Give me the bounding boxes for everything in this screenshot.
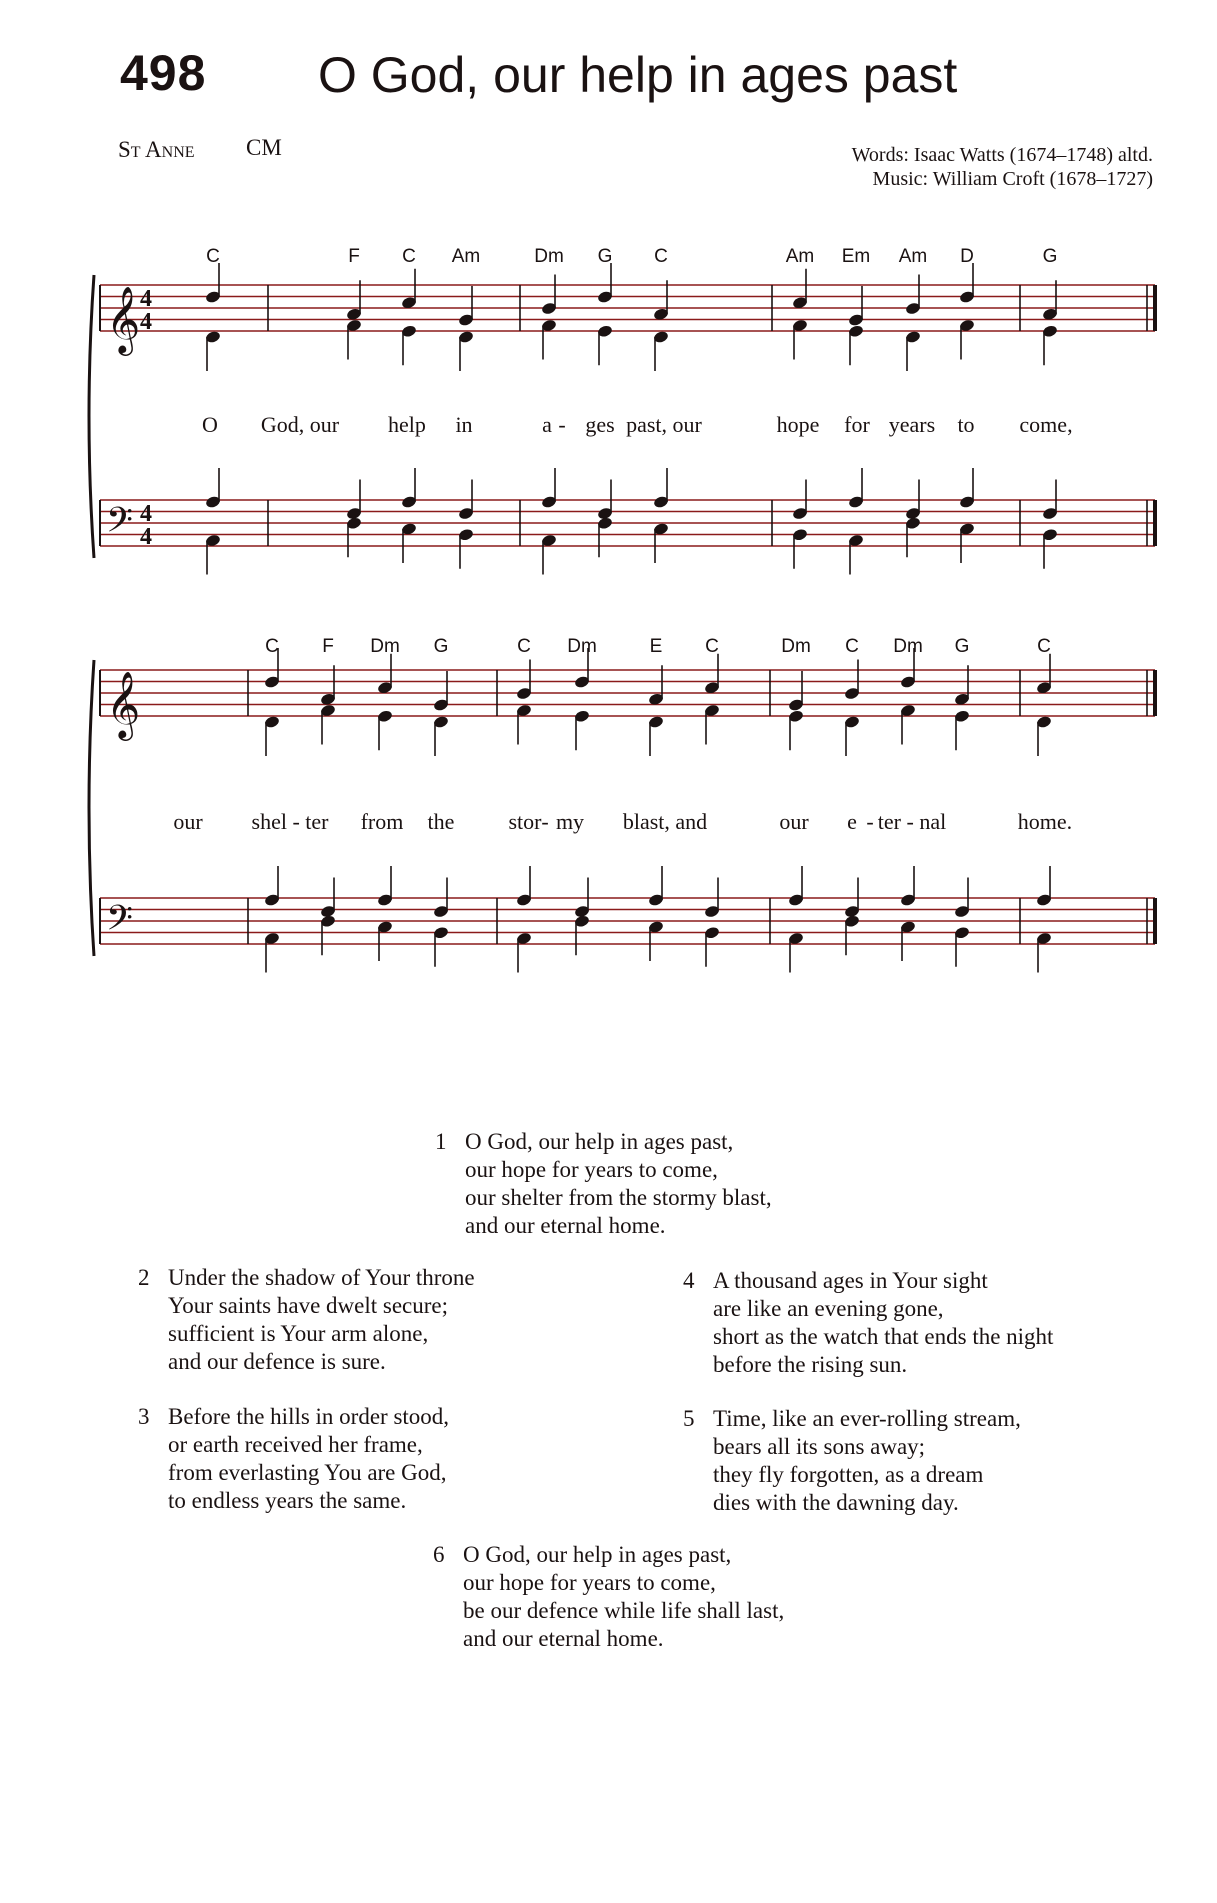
lyric-syllable: O — [202, 412, 218, 437]
time-signature: 4 — [140, 524, 152, 550]
lyric-syllable: years — [888, 412, 936, 437]
verse-line: and our eternal home. — [463, 1626, 664, 1651]
verse-line: and our eternal home. — [465, 1213, 666, 1238]
verse-1 — [435, 1128, 772, 1240]
lyric-syllable: help — [388, 412, 426, 437]
hymn-number: 498 — [120, 45, 207, 101]
verse-line: our hope for years to come, — [465, 1157, 718, 1182]
lyric-syllable: God, our — [260, 412, 340, 437]
lyric-syllable: home. — [1017, 809, 1073, 834]
verse-line: Your saints have dwelt secure; — [168, 1293, 448, 1318]
lyric-syllable: from — [360, 809, 404, 834]
verse-line: dies with the dawning day. — [713, 1490, 959, 1515]
verse-line: sufficient is Your arm alone, — [168, 1321, 429, 1346]
lyric-syllable: our — [779, 809, 809, 834]
lyric-syllable: stor — [508, 809, 542, 834]
verse-number: 1 — [435, 1129, 447, 1154]
chord-symbol: D — [960, 246, 974, 267]
lyric-syllable: e — [847, 809, 857, 834]
bass-clef-icon: 𝄢 — [106, 499, 134, 549]
chord-symbol: C — [705, 636, 719, 657]
chord-symbol: E — [649, 636, 663, 657]
music-credit: Music: William Croft (1678–1727) — [872, 168, 1153, 190]
chord-symbol: C — [402, 246, 416, 267]
chord-symbol: Am — [785, 246, 815, 267]
meter: CM — [246, 135, 282, 160]
lyric-syllable: past, our — [626, 412, 702, 437]
bass-clef-icon: 𝄢 — [106, 897, 134, 947]
chord-symbol: C — [206, 246, 220, 267]
chord-symbol: F — [348, 246, 360, 267]
words-credit: Words: Isaac Watts (1674–1748) altd. — [851, 144, 1153, 166]
chord-symbol: Dm — [370, 636, 400, 657]
chord-symbol: Am — [451, 246, 481, 267]
lyric-syllable: to — [957, 412, 975, 437]
system-brace — [89, 275, 94, 558]
chord-symbol: G — [433, 636, 449, 657]
chord-symbol: F — [322, 636, 334, 657]
chord-symbol: C — [517, 636, 531, 657]
chord-symbol: Am — [898, 246, 928, 267]
verse-number: 4 — [683, 1268, 695, 1293]
chord-symbol: Em — [841, 246, 871, 267]
hymn-title: O God, our help in ages past — [318, 47, 958, 103]
verse-4 — [683, 1267, 1054, 1379]
verse-number: 6 — [433, 1542, 445, 1567]
lyric-syllable: blast, and — [622, 809, 708, 834]
lyric-syllable: hope — [776, 412, 820, 437]
verse-line: Before the hills in order stood, — [168, 1404, 450, 1429]
time-signature: 4 — [140, 286, 152, 312]
verse-6 — [433, 1541, 785, 1653]
chord-symbol: C — [1037, 636, 1051, 657]
verse-line: they fly forgotten, as a dream — [713, 1462, 984, 1487]
lyric-syllable: in — [455, 412, 473, 437]
chord-symbol: C — [265, 636, 279, 657]
verse-line: to endless years the same. — [168, 1488, 407, 1513]
lyric-syllable: - — [558, 412, 566, 437]
lyric-syllable: - — [866, 809, 874, 834]
chord-symbol: G — [597, 246, 613, 267]
verse-line: Under the shadow of Your throne — [168, 1265, 475, 1290]
verse-line: bears all its sons away; — [713, 1434, 926, 1459]
chord-symbol: C — [845, 636, 859, 657]
lyric-syllable: a — [542, 412, 552, 437]
chord-symbol: G — [954, 636, 970, 657]
lyric-syllable: shel - ter — [251, 809, 329, 834]
lyric-syllable: my — [555, 809, 585, 834]
verse-line: O God, our help in ages past, — [465, 1129, 734, 1154]
lyric-syllable: ter - nal — [877, 809, 947, 834]
verse-line: are like an evening gone, — [713, 1296, 944, 1321]
system-brace — [89, 660, 94, 956]
lyric-syllable: our — [173, 809, 203, 834]
lyric-syllable: for — [844, 412, 870, 437]
verse-line: and our defence is sure. — [168, 1349, 386, 1374]
verse-line: our shelter from the stormy blast, — [465, 1185, 772, 1210]
time-signature: 4 — [140, 501, 152, 527]
tune-name: St Anne — [118, 137, 195, 162]
verse-line: our hope for years to come, — [463, 1570, 716, 1595]
chord-symbol: Dm — [567, 636, 597, 657]
verse-line: O God, our help in ages past, — [463, 1542, 732, 1567]
verse-line: be our defence while life shall last, — [463, 1598, 785, 1623]
verse-2 — [138, 1264, 475, 1376]
lyric-syllable: - — [541, 809, 549, 834]
chord-symbol: G — [1042, 246, 1058, 267]
lyric-syllable: the — [427, 809, 455, 834]
verse-3 — [138, 1403, 450, 1515]
lyric-syllable: come, — [1019, 412, 1073, 437]
treble-clef-icon: 𝄞 — [106, 285, 141, 353]
verse-number: 3 — [138, 1404, 150, 1429]
verse-number: 2 — [138, 1265, 150, 1290]
verse-line: before the rising sun. — [713, 1352, 908, 1377]
verse-number: 5 — [683, 1406, 695, 1431]
chord-symbol: C — [654, 246, 668, 267]
verse-line: short as the watch that ends the night — [713, 1324, 1054, 1349]
chord-symbol: Dm — [534, 246, 564, 267]
chord-symbol: Dm — [893, 636, 923, 657]
verse-line: A thousand ages in Your sight — [713, 1268, 988, 1293]
lyric-syllable: ges — [585, 412, 615, 437]
verse-line: or earth received her frame, — [168, 1432, 423, 1457]
verse-line: from everlasting You are God, — [168, 1460, 447, 1485]
time-signature: 4 — [140, 309, 152, 335]
verse-line: Time, like an ever-rolling stream, — [713, 1406, 1021, 1431]
verse-5 — [683, 1405, 1021, 1517]
treble-clef-icon: 𝄞 — [106, 670, 141, 738]
chord-symbol: Dm — [781, 636, 811, 657]
